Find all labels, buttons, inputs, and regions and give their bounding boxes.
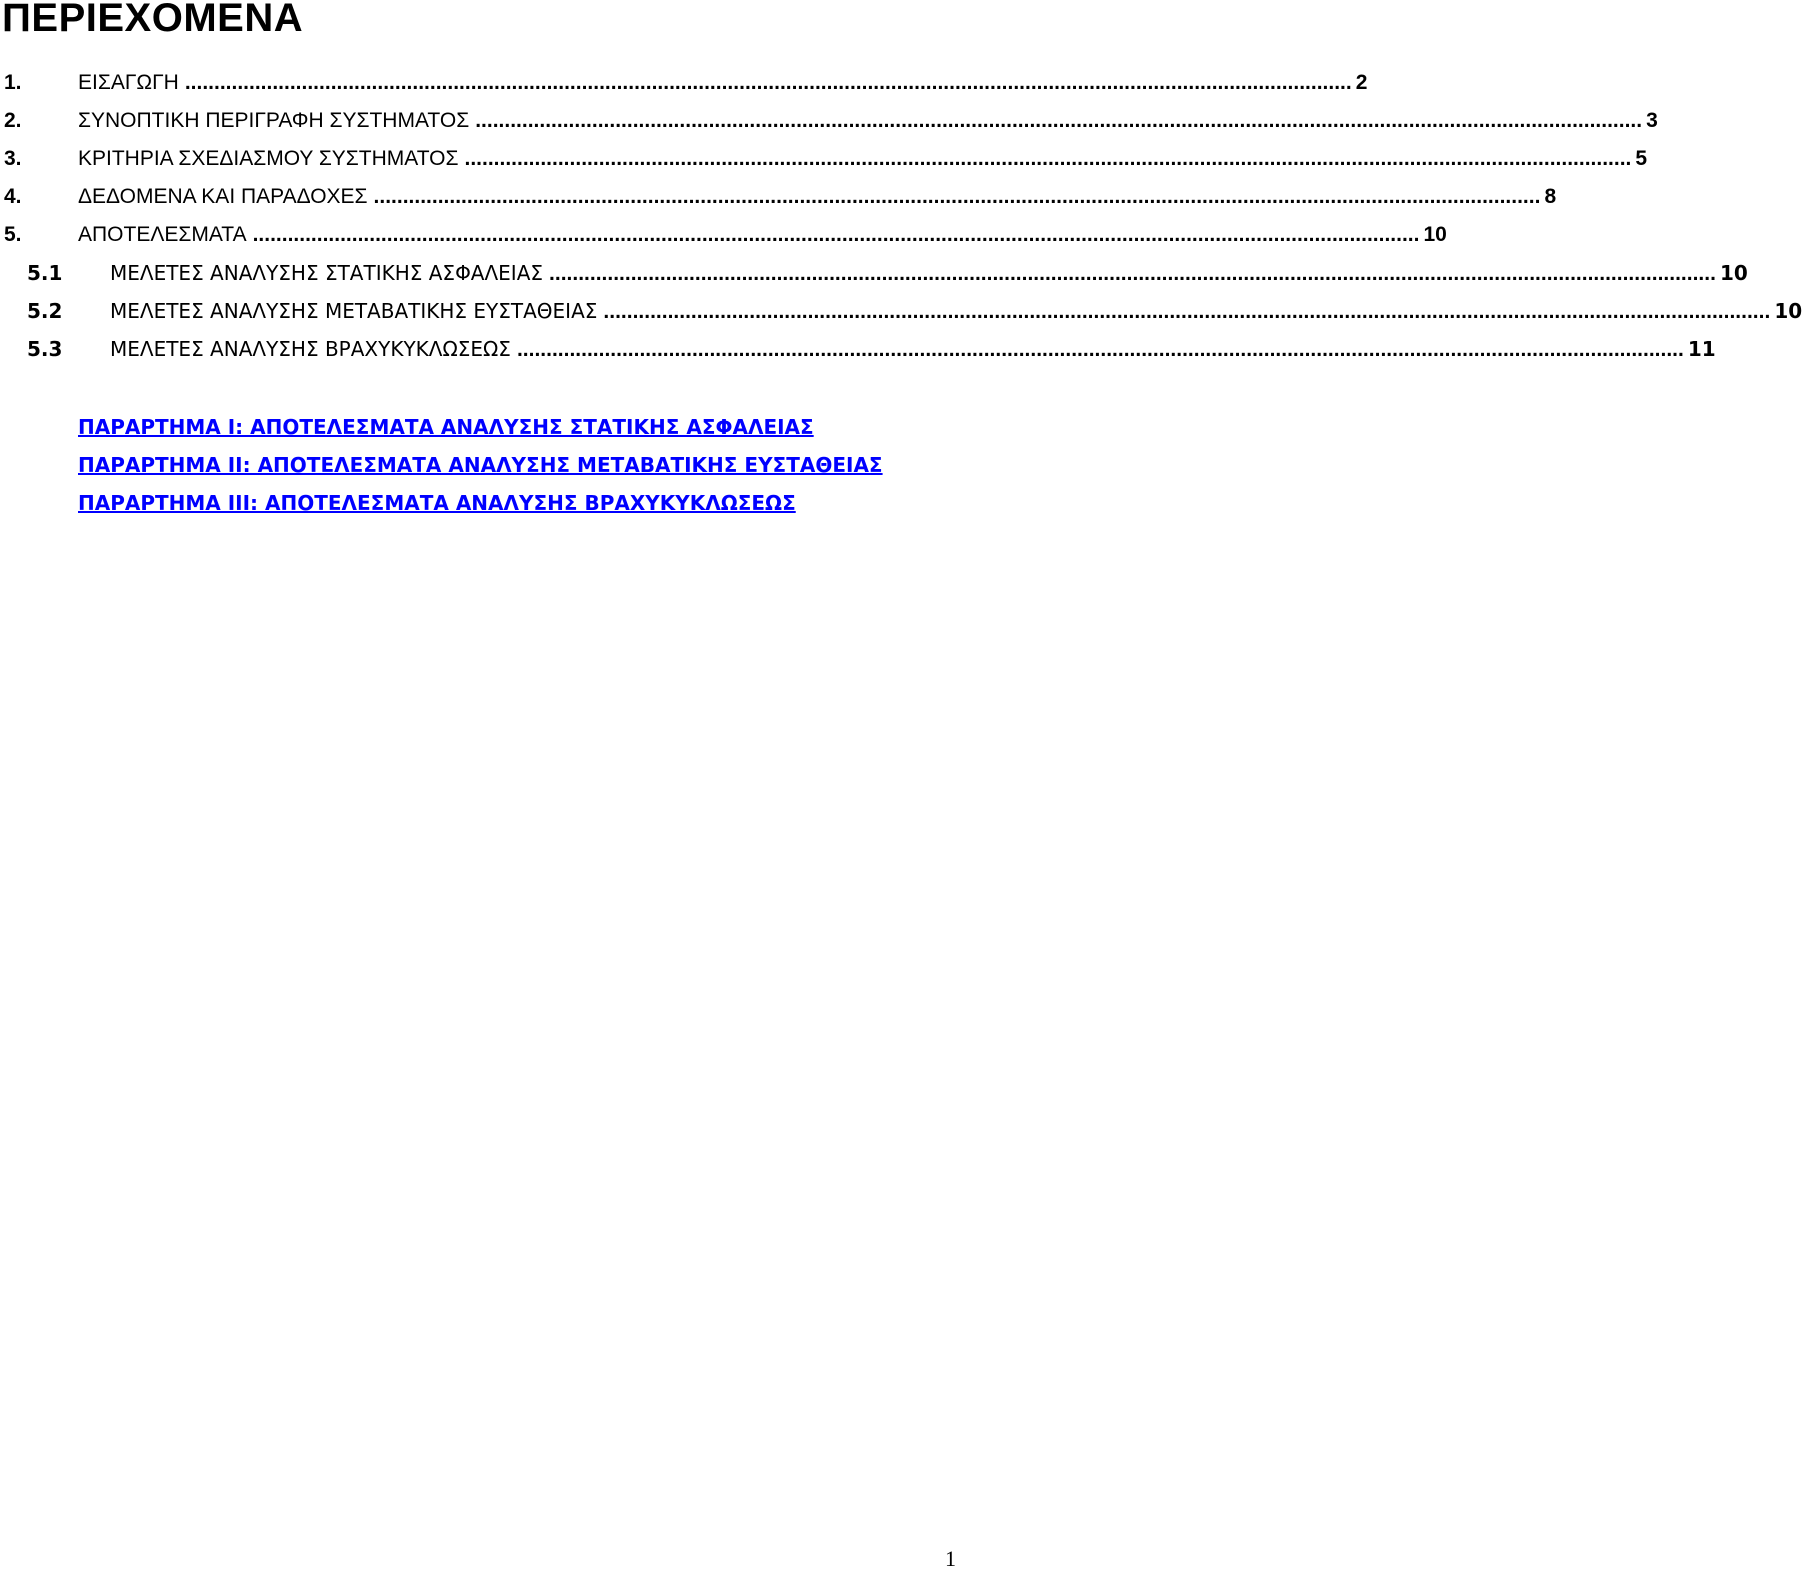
toc-leader-dots: ........................................................................................................................................................................................................ [475, 109, 1643, 132]
toc-entry-page: 10 [1719, 261, 1748, 285]
toc-leader-dots: ........................................................................................................................................................................................................ [184, 71, 1352, 94]
toc-entry-3[interactable] [0, 140, 1648, 178]
toc-entry-title: ΔΕΔΟΜΕΝΑ ΚΑΙ ΠΑΡΑΔΟΧΕΣ [78, 185, 368, 208]
toc-entry-title: ΜΕΛΕΤΕΣ ΑΝΑΛΥΣΗΣ ΣΤΑΤΙΚΗΣ ΑΣΦΑΛΕΙΑΣ [110, 261, 544, 285]
toc-entry-title: ΚΡΙΤΗΡΙΑ ΣΧΕΔΙΑΣΜΟΥ ΣΥΣΤΗΜΑΤΟΣ [78, 147, 459, 170]
toc-entry-2[interactable] [0, 102, 1658, 140]
toc-entry-number: 5.3 [27, 337, 63, 361]
toc-entry-number: 1. [4, 71, 22, 94]
toc-entry-5-2[interactable] [0, 292, 1802, 330]
appendix-link-3[interactable]: ΠΑΡΑΡΤΗΜΑ ΙΙΙ: ΑΠΟΤΕΛΕΣΜΑΤΑ ΑΝΑΛΥΣΗΣ ΒΡΑΧΥΚΥΚΛΩΣΕΩΣ [78, 491, 796, 515]
appendix-list [78, 408, 883, 522]
toc-leader-dots: ........................................................................................................................................................................................................ [464, 147, 1632, 170]
appendix-link-2[interactable]: ΠΑΡΑΡΤΗΜΑ ΙΙ: ΑΠΟΤΕΛΕΣΜΑΤΑ ΑΝΑΛΥΣΗΣ ΜΕΤΑΒΑΤΙΚΗΣ ΕΥΣΤΑΘΕΙΑΣ [78, 453, 883, 477]
page-title: ΠΕΡΙΕΧΟΜΕΝΑ [2, 0, 304, 40]
toc-leader-dots: ........................................................................................................................................................................................................ [252, 223, 1420, 246]
toc-entry-title: ΑΠΟΤΕΛΕΣΜΑΤΑ [78, 223, 247, 246]
toc-entry-number: 5.2 [27, 299, 63, 323]
toc-leader-dots: ........................................................................................................................................................................................................ [516, 338, 1684, 361]
toc-entry-page: 11 [1687, 337, 1716, 361]
toc-entry-number: 5. [4, 223, 22, 246]
toc-entry-5-1[interactable] [0, 254, 1748, 292]
toc-entry-page: 10 [1774, 299, 1802, 323]
toc-entry-page: 10 [1423, 223, 1447, 246]
toc-entry-title: ΜΕΛΕΤΕΣ ΑΝΑΛΥΣΗΣ ΜΕΤΑΒΑΤΙΚΗΣ ΕΥΣΤΑΘΕΙΑΣ [110, 299, 598, 323]
toc-entry-number: 3. [4, 147, 22, 170]
toc-entry-number: 2. [4, 109, 22, 132]
toc-entry-5[interactable] [0, 216, 1447, 254]
toc-entry-page: 5 [1635, 147, 1648, 170]
toc-leader-dots: ........................................................................................................................................................................................................ [549, 262, 1716, 285]
toc-entry-title: ΜΕΛΕΤΕΣ ΑΝΑΛΥΣΗΣ ΒΡΑΧΥΚΥΚΛΩΣΕΩΣ [110, 337, 511, 361]
toc-entry-1[interactable] [0, 64, 1368, 102]
appendix-link-1[interactable]: ΠΑΡΑΡΤΗΜΑ Ι: ΑΠΟΤΕΛΕΣΜΑΤΑ ΑΝΑΛΥΣΗΣ ΣΤΑΤΙΚΗΣ ΑΣΦΑΛΕΙΑΣ [78, 415, 814, 439]
toc-entry-number: 4. [4, 185, 22, 208]
toc-entry-page: 2 [1355, 71, 1368, 94]
toc-entry-4[interactable] [0, 178, 1557, 216]
toc-entry-page: 8 [1544, 185, 1557, 208]
page-number: 1 [945, 1546, 956, 1571]
toc-leader-dots: ........................................................................................................................................................................................................ [373, 185, 1541, 208]
toc-entry-title: ΕΙΣΑΓΩΓΗ [78, 71, 179, 94]
toc-entry-5-3[interactable] [0, 330, 1716, 368]
toc-entry-page: 3 [1646, 109, 1658, 132]
toc-entry-number: 5.1 [27, 261, 63, 285]
toc-leader-dots: ........................................................................................................................................................................................................ [603, 300, 1771, 323]
toc-entry-title: ΣΥΝΟΠΤΙΚΗ ΠΕΡΙΓΡΑΦΗ ΣΥΣΤΗΜΑΤΟΣ [78, 109, 470, 132]
